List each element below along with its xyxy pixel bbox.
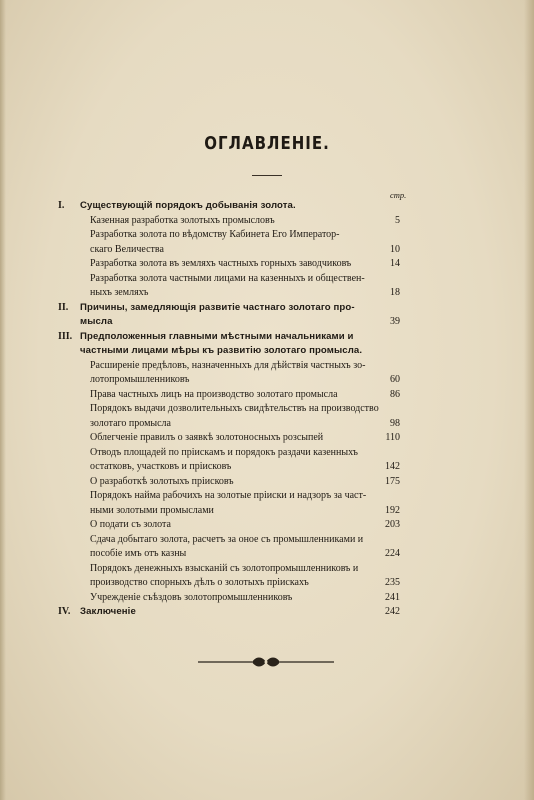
toc-section — [58, 330, 394, 359]
toc-item — [90, 518, 400, 533]
section-title-line: частными лицами мѣры къ развитію золотаго промысла. — [80, 345, 363, 356]
toc-item — [90, 214, 400, 229]
toc-item-line: золотаго промысла — [90, 417, 171, 429]
page-number: 14 — [390, 258, 400, 269]
section-number: I. — [58, 200, 65, 211]
table-of-contents — [58, 199, 400, 620]
toc-item-line: Отводъ площадей по пріискамъ и порядокъ раздачи казенныхъ — [90, 446, 358, 458]
toc-item — [90, 533, 400, 562]
toc-item-line: Сдача добытаго золота, расчетъ за оное съ промышленниками и — [90, 533, 364, 545]
toc-item-line: Порядокъ найма рабочихъ на золотые пріиски и надзоръ за част- — [90, 490, 367, 501]
page-number: 5 — [395, 214, 400, 226]
toc-item-line: Расширеніе предѣловъ, назначенныхъ для дѣйствія частныхъ зо- — [90, 359, 366, 371]
toc-item-line: Порядокъ выдачи дозволительныхъ свидѣтельствъ на производство — [90, 403, 379, 414]
toc-item — [90, 562, 400, 591]
toc-item-line: ныхъ земляхъ — [90, 287, 149, 298]
toc-item-line: Разработка золота по вѣдомству Кабинета Его Император- — [90, 229, 340, 240]
section-number: III. — [58, 330, 73, 342]
page-number: 60 — [390, 374, 400, 385]
toc-item — [90, 359, 400, 388]
title-divider — [252, 175, 282, 176]
toc-item — [90, 388, 400, 403]
page-number: 224 — [385, 548, 400, 559]
toc-item — [90, 591, 400, 606]
page-edge-shadow — [524, 0, 534, 800]
page-number: 86 — [390, 388, 400, 400]
toc-item — [90, 402, 400, 431]
toc-item — [90, 272, 400, 301]
toc-item — [90, 446, 400, 475]
section-title — [80, 199, 390, 214]
toc-item-line: Разработка золота частными лицами на казенныхъ и обществен- — [90, 272, 365, 284]
section-title — [80, 605, 390, 620]
section-number: II. — [58, 301, 69, 313]
section-title — [80, 301, 390, 330]
toc-item-line: скаго Величества — [90, 243, 164, 255]
section-title-line: Существующій порядокъ добыванія золота. — [80, 200, 296, 211]
toc-item — [90, 257, 400, 272]
toc-item-line: Казенная разработка золотыхъ промысловъ — [90, 214, 275, 226]
toc-item-line: Порядокъ денежныхъ взысканій съ золотопромышленниковъ и — [90, 562, 359, 574]
toc-item-line: производство спорныхъ дѣлъ о золотыхъ пріискахъ — [90, 577, 309, 588]
flourish-divider-icon — [196, 655, 336, 669]
section-title-line: Заключеніе — [80, 606, 136, 617]
page-number: 39 — [390, 316, 400, 327]
section-title — [80, 330, 390, 359]
section-number: IV. — [58, 606, 71, 617]
toc-item-line: лотопромышленниковъ — [90, 374, 190, 385]
toc-item-line: Права частныхъ лицъ на производство золотаго промысла — [90, 388, 338, 400]
toc-item — [90, 228, 400, 257]
page-number: 98 — [390, 417, 400, 429]
page-number: 242 — [385, 606, 400, 617]
page-number: 10 — [390, 243, 400, 255]
toc-item — [90, 489, 400, 518]
toc-item — [90, 475, 400, 490]
toc-item-line: ными золотыми промыслами — [90, 504, 214, 516]
page-number: 192 — [385, 504, 400, 516]
page-title: ОГЛАВЛЕНІЕ. — [204, 132, 330, 154]
toc-item-line: О подати съ золота — [90, 519, 171, 530]
toc-section — [58, 199, 394, 214]
page-number: 241 — [385, 591, 400, 603]
toc-item-line: остатковъ, участковъ и пріисковъ — [90, 461, 232, 472]
page-number: 235 — [385, 577, 400, 588]
toc-item-line: Разработка золота въ земляхъ частныхъ горныхъ заводчиковъ — [90, 258, 352, 269]
page-number: 203 — [385, 519, 400, 530]
page-number: 110 — [385, 432, 400, 443]
section-title-line: Предположенныя главными мѣстными начальниками и — [80, 330, 354, 342]
toc-section — [58, 301, 400, 330]
page-number: 18 — [390, 287, 400, 298]
page-column-label: стр. — [390, 190, 407, 200]
page-number: 175 — [385, 475, 400, 487]
toc-item-line: Учрежденіе съѣздовъ золотопромышленниковъ — [90, 591, 293, 603]
section-title-line: мысла — [80, 316, 113, 327]
section-title-line: Причины, замедляющія развитіе частнаго золотаго про- — [80, 301, 355, 313]
toc-item-line: Облегченіе правилъ о заявкѣ золотоносныхъ розсыпей — [90, 432, 324, 443]
page-number: 142 — [385, 461, 400, 472]
toc-section — [58, 605, 400, 620]
toc-item-line: О разработкѣ золотыхъ пріисковъ — [90, 475, 234, 487]
page-edge-shadow — [0, 0, 6, 800]
toc-item-line: пособіе имъ отъ казны — [90, 548, 187, 559]
toc-item — [90, 431, 400, 446]
